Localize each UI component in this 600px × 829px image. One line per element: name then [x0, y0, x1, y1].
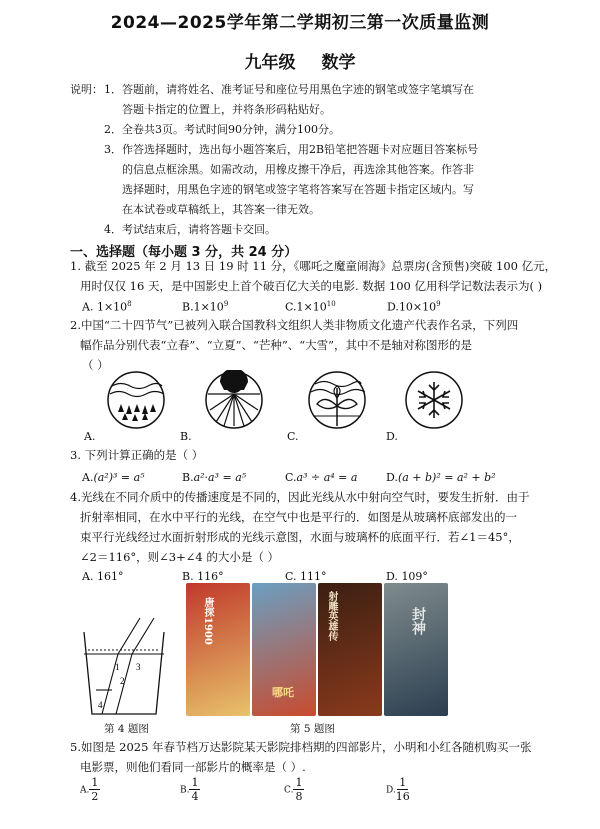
- question-2-line: 2.中国“二十四节气”已被列入联合国教科文组织人类非物质文化遗产代表作名录，下列四: [70, 318, 519, 332]
- q5-option-b: B. $\frac{1}{4}$: [180, 776, 199, 803]
- figure-5-caption: 第 5 题图: [290, 723, 335, 735]
- q1-option-d: $D.10\times 10^9$: [387, 300, 441, 314]
- solar-term-daxue-figure: [404, 370, 464, 430]
- question-5-line: 电影票，则他们看同一部影片的概率是（ ）.: [80, 760, 306, 774]
- note-line: 的信息点框涂黑。如需改动，用橡皮擦干净后，再选涂其他答案。作答非: [122, 163, 474, 176]
- q4-option-c: C. 111°: [285, 570, 327, 583]
- solar-term-mangzhong-figure: [307, 370, 367, 430]
- poster-title: 射雕英雄传: [326, 591, 337, 641]
- q3-option-b: B.a²·a³ = a⁵: [182, 471, 247, 484]
- note-line: 选择题时，用黑色字迹的钢笔或签字笔将答案写在答题卡指定区域内。写: [122, 183, 474, 196]
- question-2-line: （ ）: [82, 358, 109, 372]
- movie-poster-fengshen: [384, 583, 448, 716]
- q5-option-d: D. $\frac{1}{16}$: [386, 776, 410, 803]
- q2-option-a: A.: [84, 430, 96, 443]
- question-4-line: 折射率相同，在水中平行的光线，在空气中也是平行的．如图是从玻璃杯底部发出的一: [80, 510, 517, 524]
- q4-option-b: B. 116°: [182, 570, 224, 583]
- note-line: 答题卡指定的位置上，并将条形码粘贴好。: [122, 103, 331, 116]
- angle-label: 1: [115, 662, 120, 672]
- q5-option-c: C. $\frac{1}{8}$: [284, 776, 303, 803]
- angle-label: 4: [98, 700, 103, 710]
- solar-term-lixia-figure: [204, 370, 264, 430]
- note-line: 2．全卷共3页。考试时间90分钟，满分100分。: [104, 123, 340, 136]
- grade-subject: [0, 48, 600, 73]
- q1-option-b: $B.1\times 10^9$: [182, 300, 229, 314]
- question-3-stem: 3. 下列计算正确的是（ ）: [70, 448, 204, 462]
- movie-poster-legend-of-condor: [318, 583, 382, 716]
- section-title: 一、选择题（每小题 3 分，共 24 分）: [70, 245, 298, 260]
- notes-label: 说明：: [70, 83, 103, 96]
- angle-label: 2: [120, 676, 125, 686]
- question-2-line: 幅作品分别代表“立春”、“立夏”、“芒种”、“大雪”，其中不是轴对称图形的是: [80, 338, 473, 352]
- question-1-line: 1. 截至 2025 年 2 月 13 日 19 时 11 分，《哪吒之魔童闹海》总票房(含预售)突破 100 亿元，: [70, 259, 557, 273]
- poster-title: 封神: [410, 607, 426, 635]
- note-line: 在本试卷或草稿纸上，其答案一律无效。: [122, 203, 320, 216]
- q5-option-a: A. $\frac{1}{2}$: [80, 776, 99, 803]
- question-1-line: 用时仅仅 16 天，是中国影史上首个破百亿大关的电影. 数据 100 亿用科学记数法表示为( ): [80, 279, 543, 293]
- note-line: 1．答题前，请将姓名、准考证号和座位号用黑色字迹的钢笔或签字笔填写在: [104, 83, 474, 96]
- movie-poster-tang-detective: [186, 583, 250, 716]
- q4-option-d: D. 109°: [386, 570, 428, 583]
- q2-option-c: C.: [287, 430, 299, 443]
- note-line: 3．作答选择题时，选出每小题答案后，用2B铅笔把答题卡对应题目答案标号: [104, 143, 479, 156]
- solar-term-lichun-figure: [106, 370, 166, 430]
- angle-label: 3: [136, 662, 141, 672]
- q3-option-d: D.(a + b)² = a² + b²: [386, 471, 496, 484]
- note-line: 4．考试结束后，请将答题卡交回。: [104, 223, 276, 236]
- q2-option-d: D.: [386, 430, 398, 443]
- glass-refraction-figure: [76, 610, 176, 720]
- page-title: 2024—2025学年第二学期初三第一次质量监测: [110, 13, 490, 33]
- q3-option-a: A.(a²)³ = a⁵: [82, 471, 145, 484]
- movie-poster-nezha: [252, 583, 316, 716]
- question-4-line: 4.光线在不同介质中的传播速度是不同的，因此光线从水中射向空气时，要发生折射．由于: [70, 490, 530, 504]
- q2-option-b: B.: [180, 430, 192, 443]
- poster-title: 哪吒: [272, 686, 294, 699]
- grade-label: 九年级: [244, 53, 296, 73]
- q3-option-c: C.a³ ÷ a⁴ = a: [285, 471, 358, 484]
- q1-option-a: A. $1\times 10^8$: [82, 300, 132, 314]
- q4-option-a: A. 161°: [82, 570, 124, 583]
- poster-title: 唐探1900: [202, 597, 213, 645]
- subject-label: 数学: [321, 53, 356, 73]
- question-4-line: ∠2＝116°，则∠3+∠4 的大小是（ ）: [80, 550, 280, 564]
- question-4-line: 束平行光线经过水面折射形成的光线示意图，水面与玻璃杯的底面平行．若∠1＝45°，: [80, 530, 520, 544]
- figure-4-caption: 第 4 题图: [104, 723, 149, 735]
- question-5-line: 5.如图是 2025 年春节档万达影院某天影院排档期的四部影片，小明和小红各随机购买一张: [70, 740, 532, 754]
- q1-option-c: $C.1\times 10^{10}$: [285, 300, 336, 314]
